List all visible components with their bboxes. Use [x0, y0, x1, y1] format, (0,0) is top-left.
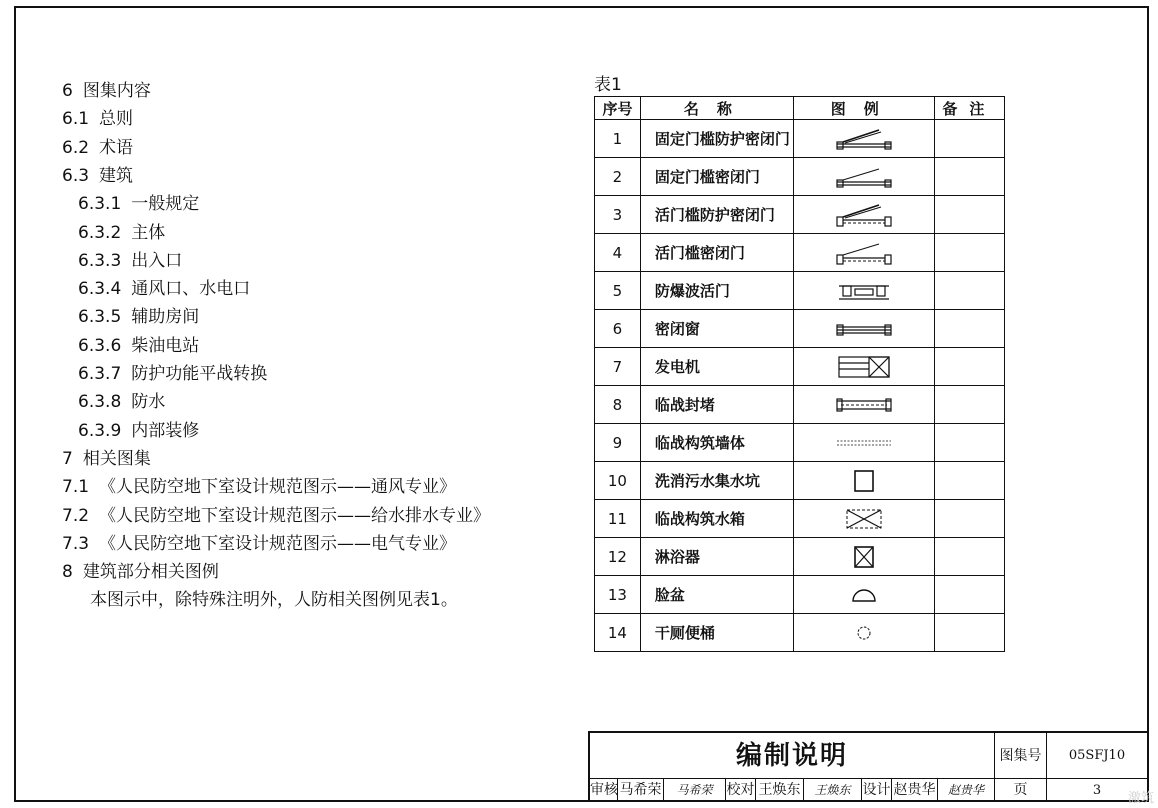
row-note: [934, 462, 1004, 500]
table-row: [595, 158, 1005, 196]
contents-line: [78, 220, 165, 246]
contents-text: 本图示中，除特殊注明外，人防相关图例见表1。: [90, 590, 458, 611]
wartime-water-tank-icon: [829, 506, 899, 532]
contents-number: 6.3.9: [78, 420, 122, 441]
blast-valve-icon: [829, 278, 899, 304]
contents-line: [78, 418, 199, 444]
row-name: 防爆波活门: [640, 272, 793, 310]
row-figure: [793, 386, 934, 424]
table-row: [595, 234, 1005, 272]
table-row: [595, 576, 1005, 614]
sump-pit-icon: [829, 468, 899, 494]
contents-text: 出入口: [131, 250, 183, 271]
door-airtight-movable-sill-icon: [829, 240, 899, 266]
header-note: 备注: [934, 97, 1004, 120]
title-block: [588, 731, 1149, 802]
row-number: 2: [595, 158, 641, 196]
row-figure: [793, 348, 934, 386]
header-no: 序号: [595, 97, 641, 120]
header-figure: 图例: [793, 97, 934, 120]
reviewer-name: 马希荣: [618, 779, 664, 802]
contents-text: 辅助房间: [131, 307, 200, 328]
reviewer-signature: 马希荣: [664, 779, 726, 802]
contents-line: [62, 559, 219, 585]
contents-line: [62, 106, 133, 132]
row-number: 10: [595, 462, 641, 500]
row-number: 6: [595, 310, 641, 348]
row-number: 12: [595, 538, 641, 576]
page-number: 3: [1092, 783, 1102, 798]
table-row: [595, 196, 1005, 234]
checker-signature: 王焕东: [804, 779, 862, 802]
row-name: 活门槛防护密闭门: [640, 196, 793, 234]
shower-icon: [829, 544, 899, 570]
contents-line: [78, 304, 199, 330]
row-number: 9: [595, 424, 641, 462]
contents-number: 6.3.8: [78, 392, 122, 413]
design-label: 设计: [862, 779, 892, 802]
contents-number: 7.1: [62, 477, 90, 498]
watermark: 激筑: [1127, 791, 1154, 806]
contents-line: [62, 78, 151, 104]
contents-text: 总则: [99, 109, 134, 130]
contents-number: 6.3: [62, 165, 90, 186]
table-row: [595, 310, 1005, 348]
airtight-window-icon: [829, 316, 899, 342]
generator-icon: [829, 354, 899, 380]
contents-number: 6.3.5: [78, 307, 122, 328]
atlas-number-value: 05SFJ10: [1047, 733, 1147, 779]
row-figure: [793, 234, 934, 272]
contents-number: 6.3.3: [78, 250, 122, 271]
contents-number: 7: [62, 448, 73, 469]
drawing-title: 编制说明: [590, 733, 995, 779]
row-number: 14: [595, 614, 641, 652]
contents-line: [62, 503, 490, 529]
door-protective-movable-sill-icon: [829, 202, 899, 228]
contents-number: 8: [62, 562, 73, 583]
contents-number: 6.3.7: [78, 364, 122, 384]
header-name: 名称: [640, 97, 793, 120]
row-note: [934, 196, 1004, 234]
check-label: 校对: [726, 779, 756, 802]
row-name: 临战封堵: [640, 386, 793, 424]
row-note: [934, 424, 1004, 462]
row-name: 固定门槛密闭门: [640, 158, 793, 196]
contents-line: [90, 587, 458, 613]
contents-number: 6.1: [62, 109, 90, 130]
contents-number: 7.3: [62, 533, 90, 554]
contents-line: [62, 163, 133, 189]
designer-signature: 赵贵华: [938, 779, 995, 802]
row-note: [934, 158, 1004, 196]
table-row: [595, 348, 1005, 386]
contents-line: [78, 191, 199, 217]
row-note: [934, 310, 1004, 348]
row-name: 洗消污水集水坑: [640, 462, 793, 500]
contents-text: 建筑: [99, 165, 134, 186]
contents-text: 术语: [99, 137, 134, 158]
row-number: 13: [595, 576, 641, 614]
contents-text: 一般规定: [131, 194, 200, 215]
contents-text: 防水: [131, 392, 166, 413]
contents-number: 6.3.1: [78, 194, 122, 215]
contents-text: 柴油电站: [131, 335, 200, 356]
legend-table: [594, 96, 1005, 652]
table-row: [595, 120, 1005, 158]
row-name: 临战构筑墙体: [640, 424, 793, 462]
row-note: [934, 386, 1004, 424]
row-number: 11: [595, 500, 641, 538]
contents-number: 6.3.2: [78, 222, 122, 243]
contents-line: [62, 446, 151, 472]
row-number: 5: [595, 272, 641, 310]
contents-text: 《人民防空地下室设计规范图示——电气专业》: [99, 533, 457, 554]
row-name: 密闭窗: [640, 310, 793, 348]
atlas-number-label: 图集号: [995, 733, 1047, 779]
contents-number: 7.2: [62, 505, 90, 526]
contents-text: 内部装修: [131, 420, 200, 441]
row-name: 临战构筑水箱: [640, 500, 793, 538]
row-name: 固定门槛防护密闭门: [640, 120, 793, 158]
row-number: 1: [595, 120, 641, 158]
row-note: [934, 538, 1004, 576]
contents-text: 主体: [131, 222, 166, 243]
row-number: 8: [595, 386, 641, 424]
row-name: 活门槛密闭门: [640, 234, 793, 272]
dry-toilet-icon: [829, 620, 899, 646]
table-header-row: [595, 97, 1005, 120]
contents-line: [78, 389, 165, 415]
contents-line: [78, 361, 267, 387]
row-figure: [793, 538, 934, 576]
row-number: 3: [595, 196, 641, 234]
row-number: 7: [595, 348, 641, 386]
row-figure: [793, 272, 934, 310]
row-figure: [793, 462, 934, 500]
row-figure: [793, 120, 934, 158]
row-note: [934, 234, 1004, 272]
contents-text: 《人民防空地下室设计规范图示——通风专业》: [99, 477, 457, 498]
row-name: 淋浴器: [640, 538, 793, 576]
row-figure: [793, 500, 934, 538]
contents-number: 6: [62, 81, 73, 101]
contents-text: 建筑部分相关图例: [82, 562, 219, 583]
contents-text: 通风口、水电口: [131, 279, 251, 300]
row-figure: [793, 196, 934, 234]
row-figure: [793, 576, 934, 614]
designer-name: 赵贵华: [892, 779, 938, 802]
row-name: 干厕便桶: [640, 614, 793, 652]
contents-text: 相关图集: [82, 448, 151, 469]
row-number: 4: [595, 234, 641, 272]
row-figure: [793, 424, 934, 462]
wartime-wall-icon: [829, 430, 899, 456]
checker-name: 王焕东: [756, 779, 804, 802]
contents-line: [62, 531, 456, 557]
review-label: 审核: [590, 779, 618, 802]
row-note: [934, 272, 1004, 310]
contents-number: 6.2: [62, 137, 90, 158]
contents-text: 《人民防空地下室设计规范图示——给水排水专业》: [99, 505, 491, 526]
row-note: [934, 576, 1004, 614]
row-note: [934, 614, 1004, 652]
row-figure: [793, 310, 934, 348]
table-caption: 表1: [594, 75, 622, 95]
row-note: [934, 500, 1004, 538]
table-row: [595, 386, 1005, 424]
row-name: 脸盆: [640, 576, 793, 614]
row-figure: [793, 158, 934, 196]
table-row: [595, 500, 1005, 538]
page-label: 页: [995, 779, 1047, 802]
wartime-blocking-icon: [829, 392, 899, 418]
table-row: [595, 614, 1005, 652]
contents-text: 防护功能平战转换: [131, 364, 268, 384]
table-row: [595, 462, 1005, 500]
contents-line: [62, 474, 456, 500]
contents-line: [78, 276, 250, 302]
contents-line: [78, 248, 182, 274]
door-airtight-fixed-sill-icon: [829, 164, 899, 190]
table-row: [595, 538, 1005, 576]
contents-number: 6.3.6: [78, 335, 122, 356]
table-row: [595, 272, 1005, 310]
contents-text: 图集内容: [82, 81, 151, 101]
door-protective-fixed-sill-icon: [829, 126, 899, 152]
row-figure: [793, 614, 934, 652]
contents-line: [78, 333, 199, 359]
contents-number: 6.3.4: [78, 279, 122, 300]
contents-line: [62, 135, 133, 161]
washbasin-icon: [829, 582, 899, 608]
row-note: [934, 120, 1004, 158]
row-note: [934, 348, 1004, 386]
table-row: [595, 424, 1005, 462]
row-name: 发电机: [640, 348, 793, 386]
